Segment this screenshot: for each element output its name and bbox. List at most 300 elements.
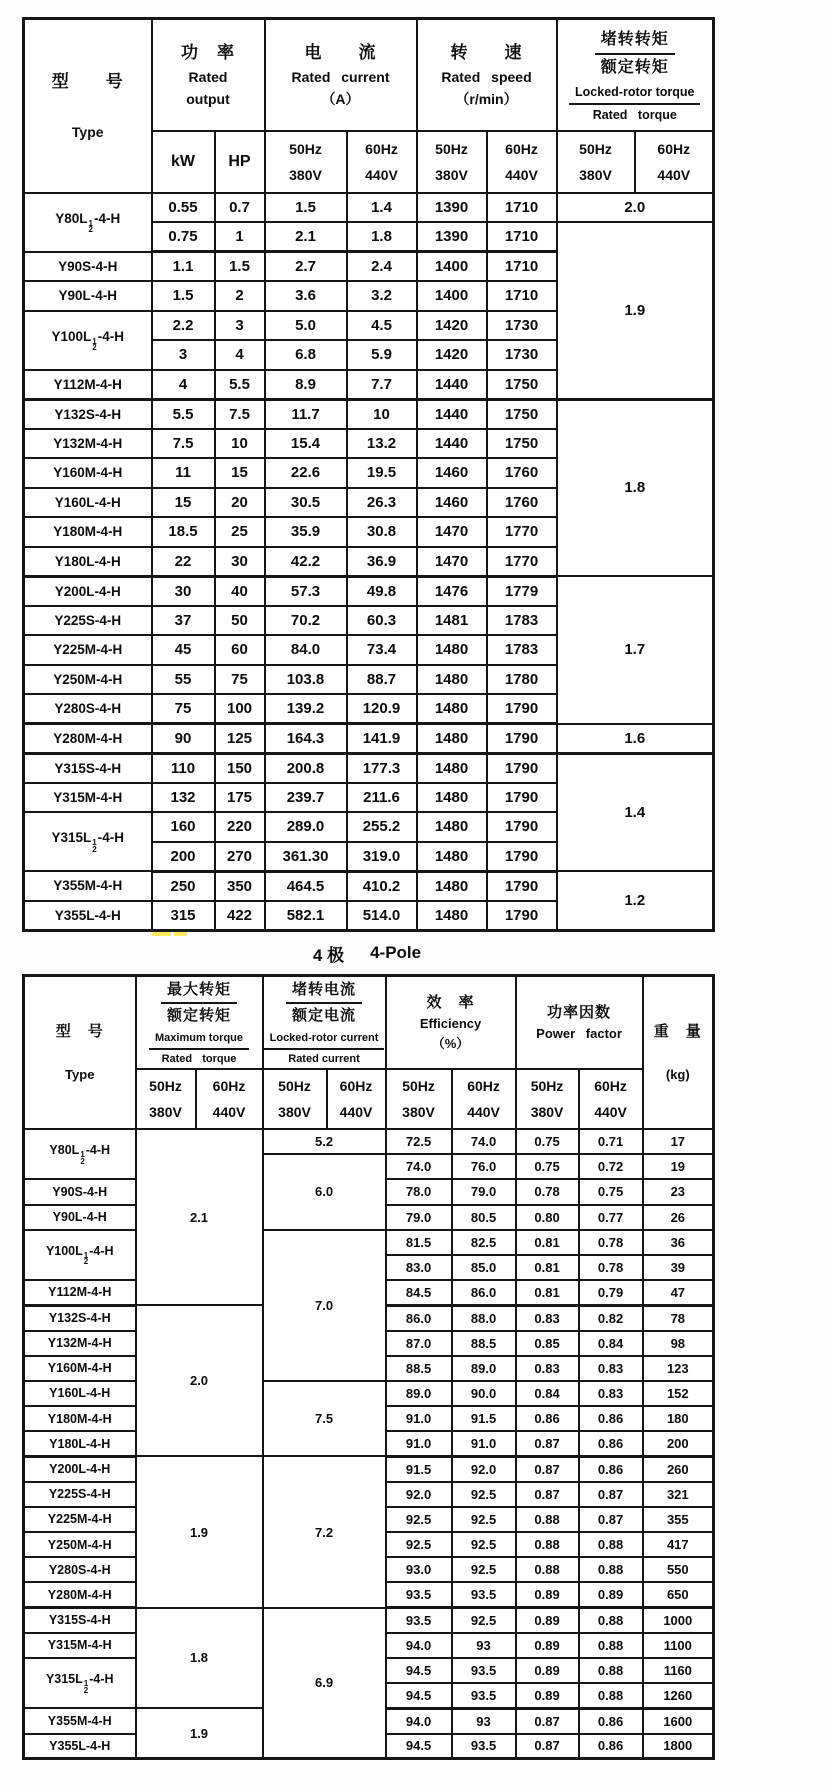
header-eff-60hz: 60Hz 440V <box>452 1069 516 1129</box>
value-cell: 1390 <box>417 193 487 223</box>
value-cell: 93.5 <box>452 1734 516 1759</box>
highlight-artifact <box>152 932 171 936</box>
motor-type-cell: Y355L-4-H <box>24 901 152 931</box>
value-cell: 0.87 <box>516 1708 579 1733</box>
value-cell: 40 <box>215 576 265 606</box>
header-current-60hz: 60Hz 440V <box>327 1069 386 1129</box>
value-cell: 1.5 <box>265 193 347 223</box>
value-cell: 150 <box>215 753 265 783</box>
pf-label-zh: 功率因数 <box>547 1003 612 1021</box>
motor-type-cell: Y280M-4-H <box>24 724 152 754</box>
max-torque-ratio-cell: 1.8 <box>136 1608 263 1709</box>
value-cell: 1260 <box>643 1683 714 1708</box>
value-cell: 0.87 <box>579 1507 643 1532</box>
current-label-en: Rated current <box>291 68 390 85</box>
value-cell: 1790 <box>487 694 557 724</box>
header-rated-speed <box>417 19 557 131</box>
value-cell: 88.7 <box>347 665 417 695</box>
motor-type-cell: Y80L 1 2 -4-H <box>24 1129 136 1179</box>
header-hp: HP <box>215 131 265 193</box>
value-cell: 139.2 <box>265 694 347 724</box>
value-cell: 36.9 <box>347 547 417 577</box>
header-efficiency <box>386 976 516 1070</box>
value-cell: 0.75 <box>516 1154 579 1179</box>
value-cell: 22 <box>152 547 215 577</box>
torque-ratio-en: Locked-rotor torque Rated torque <box>558 83 713 125</box>
value-cell: 103.8 <box>265 665 347 695</box>
value-cell: 1480 <box>417 901 487 931</box>
header-current-50hz: 50Hz 380V <box>263 1069 327 1129</box>
value-cell: 1480 <box>417 871 487 901</box>
value-cell: 0.87 <box>516 1456 579 1481</box>
value-cell: 0.88 <box>579 1633 643 1658</box>
power-label-en2: output <box>186 90 230 107</box>
current-label-zh: 电 流 <box>304 42 377 62</box>
value-cell: 132 <box>152 783 215 813</box>
value-cell: 93.5 <box>452 1582 516 1607</box>
torque-ratio-cell: 1.7 <box>557 576 714 724</box>
motor-type-cell: Y355L-4-H <box>24 1734 136 1759</box>
value-cell: 2 <box>215 281 265 311</box>
value-cell: 100 <box>215 694 265 724</box>
value-cell: 1480 <box>417 812 487 842</box>
value-cell: 1710 <box>487 281 557 311</box>
value-cell: 0.83 <box>516 1305 579 1330</box>
value-cell: 0.79 <box>579 1280 643 1305</box>
value-cell: 1481 <box>417 606 487 636</box>
motor-type-cell: Y90S-4-H <box>24 252 152 282</box>
value-cell: 1480 <box>417 635 487 665</box>
value-cell: 1470 <box>417 517 487 547</box>
value-cell: 86.0 <box>452 1280 516 1305</box>
value-cell: 200 <box>643 1431 714 1456</box>
value-cell: 0.81 <box>516 1230 579 1255</box>
header-speed-60hz: 60Hz 440V <box>487 131 557 193</box>
value-cell: 1 <box>215 222 265 252</box>
value-cell: 55 <box>152 665 215 695</box>
value-cell: 650 <box>643 1582 714 1607</box>
locked-rotor-current-ratio-cell: 7.2 <box>263 1456 386 1607</box>
value-cell: 3.6 <box>265 281 347 311</box>
value-cell: 1710 <box>487 193 557 223</box>
value-cell: 0.89 <box>579 1582 643 1607</box>
value-cell: 10 <box>215 429 265 459</box>
value-cell: 92.0 <box>386 1482 452 1507</box>
value-cell: 17 <box>643 1129 714 1154</box>
motor-type-cell: Y280S-4-H <box>24 694 152 724</box>
highlight-artifact <box>174 932 187 936</box>
header-power-factor <box>516 976 643 1070</box>
motor-type-cell: Y250M-4-H <box>24 1532 136 1557</box>
value-cell: 30 <box>152 576 215 606</box>
value-cell: 91.0 <box>386 1431 452 1456</box>
header-weight <box>643 976 714 1130</box>
value-cell: 0.87 <box>516 1482 579 1507</box>
value-cell: 8.9 <box>265 370 347 400</box>
locked-rotor-current-ratio-cell: 5.2 <box>263 1129 386 1154</box>
motor-type-cell: Y250M-4-H <box>24 665 152 695</box>
motor-type-cell: Y315S-4-H <box>24 1608 136 1633</box>
value-cell: 0.83 <box>516 1356 579 1381</box>
value-cell: 79.0 <box>452 1179 516 1204</box>
value-cell: 75 <box>152 694 215 724</box>
value-cell: 0.82 <box>579 1305 643 1330</box>
value-cell: 76.0 <box>452 1154 516 1179</box>
value-cell: 89.0 <box>452 1356 516 1381</box>
frame-variant-fraction: 1 2 <box>80 1150 85 1166</box>
value-cell: 1790 <box>487 812 557 842</box>
value-cell: 18.5 <box>152 517 215 547</box>
value-cell: 5.5 <box>152 399 215 429</box>
value-cell: 0.81 <box>516 1280 579 1305</box>
motor-type-cell: Y90S-4-H <box>24 1179 136 1204</box>
value-cell: 91.5 <box>386 1456 452 1481</box>
value-cell: 4 <box>215 340 265 370</box>
value-cell: 1.8 <box>347 222 417 252</box>
value-cell: 93 <box>452 1633 516 1658</box>
value-cell: 47 <box>643 1280 714 1305</box>
table1-body <box>24 193 714 931</box>
value-cell: 4.5 <box>347 311 417 341</box>
value-cell: 211.6 <box>347 783 417 813</box>
value-cell: 13.2 <box>347 429 417 459</box>
value-cell: 3.2 <box>347 281 417 311</box>
value-cell: 0.85 <box>516 1331 579 1356</box>
maxtorque-ratio-zh: 最大转矩 额定转矩 <box>137 979 262 1027</box>
value-cell: 7.7 <box>347 370 417 400</box>
table-row <box>24 1456 714 1481</box>
value-cell: 1440 <box>417 429 487 459</box>
value-cell: 1476 <box>417 576 487 606</box>
value-cell: 1790 <box>487 753 557 783</box>
header-maximum-torque-ratio <box>136 976 263 1070</box>
value-cell: 92.5 <box>386 1507 452 1532</box>
value-cell: 1790 <box>487 901 557 931</box>
value-cell: 289.0 <box>265 812 347 842</box>
header-eff-50hz: 50Hz 380V <box>386 1069 452 1129</box>
value-cell: 110 <box>152 753 215 783</box>
value-cell: 321 <box>643 1482 714 1507</box>
value-cell: 1440 <box>417 370 487 400</box>
eff-unit: （%） <box>431 1035 470 1051</box>
value-cell: 93.5 <box>386 1608 452 1633</box>
value-cell: 78.0 <box>386 1179 452 1204</box>
table-row <box>24 1129 714 1154</box>
value-cell: 260 <box>643 1456 714 1481</box>
value-cell: 30.5 <box>265 488 347 518</box>
motor-type-cell: Y315S-4-H <box>24 753 152 783</box>
value-cell: 0.86 <box>579 1456 643 1481</box>
value-cell: 0.75 <box>516 1129 579 1154</box>
value-cell: 45 <box>152 635 215 665</box>
value-cell: 1780 <box>487 665 557 695</box>
value-cell: 550 <box>643 1557 714 1582</box>
table-row <box>24 724 714 754</box>
header-pf-50hz: 50Hz 380V <box>516 1069 579 1129</box>
value-cell: 0.55 <box>152 193 215 223</box>
value-cell: 0.77 <box>579 1205 643 1230</box>
value-cell: 93.5 <box>452 1683 516 1708</box>
value-cell: 1779 <box>487 576 557 606</box>
value-cell: 1730 <box>487 340 557 370</box>
frame-variant-fraction: 1 2 <box>88 218 93 234</box>
value-cell: 70.2 <box>265 606 347 636</box>
value-cell: 0.87 <box>516 1734 579 1759</box>
value-cell: 26 <box>643 1205 714 1230</box>
value-cell: 200.8 <box>265 753 347 783</box>
frame-variant-fraction: 1 2 <box>83 1679 89 1695</box>
motor-type-cell: Y315M-4-H <box>24 1633 136 1658</box>
value-cell: 1760 <box>487 488 557 518</box>
value-cell: 49.8 <box>347 576 417 606</box>
motor-type-cell: Y280S-4-H <box>24 1557 136 1582</box>
value-cell: 87.0 <box>386 1331 452 1356</box>
max-torque-ratio-cell: 2.1 <box>136 1129 263 1305</box>
value-cell: 0.88 <box>579 1557 643 1582</box>
value-cell: 0.71 <box>579 1129 643 1154</box>
type-label-en: Type <box>71 123 104 140</box>
value-cell: 20 <box>215 488 265 518</box>
header-locked-rotor-torque-ratio <box>557 19 714 131</box>
value-cell: 1750 <box>487 399 557 429</box>
value-cell: 0.86 <box>579 1734 643 1759</box>
maxtorque-ratio-en: Maximum torque Rated torque <box>137 1030 262 1068</box>
value-cell: 0.88 <box>516 1507 579 1532</box>
value-cell: 0.86 <box>516 1406 579 1431</box>
value-cell: 270 <box>215 842 265 872</box>
motor-type-cell: Y225S-4-H <box>24 606 152 636</box>
value-cell: 177.3 <box>347 753 417 783</box>
value-cell: 5.0 <box>265 311 347 341</box>
motor-type-cell: Y90L-4-H <box>24 1205 136 1230</box>
value-cell: 74.0 <box>386 1154 452 1179</box>
current-ratio-en: Locked-rotor current Rated current <box>264 1030 385 1068</box>
value-cell: 1710 <box>487 252 557 282</box>
value-cell: 0.88 <box>579 1683 643 1708</box>
value-cell: 1790 <box>487 871 557 901</box>
value-cell: 73.4 <box>347 635 417 665</box>
motor-type-cell: Y100L 1 2 -4-H <box>24 1230 136 1280</box>
speed-label-en: Rated speed <box>441 68 532 85</box>
header-rated-output <box>152 19 265 131</box>
value-cell: 72.5 <box>386 1129 452 1154</box>
value-cell: 0.88 <box>579 1658 643 1683</box>
motor-type-cell: Y200L-4-H <box>24 576 152 606</box>
value-cell: 92.5 <box>452 1557 516 1582</box>
table-row <box>24 871 714 901</box>
value-cell: 39 <box>643 1255 714 1280</box>
header-type <box>24 976 136 1130</box>
value-cell: 80.5 <box>452 1205 516 1230</box>
value-cell: 255.2 <box>347 812 417 842</box>
table-row <box>24 576 714 606</box>
value-cell: 0.86 <box>579 1708 643 1733</box>
value-cell: 0.89 <box>516 1608 579 1633</box>
value-cell: 92.5 <box>452 1608 516 1633</box>
locked-rotor-current-ratio-cell: 7.0 <box>263 1230 386 1381</box>
motor-type-cell: Y90L-4-H <box>24 281 152 311</box>
value-cell: 1460 <box>417 458 487 488</box>
value-cell: 1100 <box>643 1633 714 1658</box>
motor-type-cell: Y132S-4-H <box>24 399 152 429</box>
current-unit: （A） <box>321 90 360 107</box>
value-cell: 5.9 <box>347 340 417 370</box>
speed-unit: （r/min） <box>455 90 518 107</box>
value-cell: 57.3 <box>265 576 347 606</box>
value-cell: 15 <box>215 458 265 488</box>
value-cell: 19.5 <box>347 458 417 488</box>
value-cell: 0.88 <box>516 1532 579 1557</box>
motor-type-cell: Y315M-4-H <box>24 783 152 813</box>
torque-ratio-cell: 1.4 <box>557 753 714 871</box>
power-label-en1: Rated <box>188 68 228 85</box>
header-maxtorque-50hz: 50Hz 380V <box>136 1069 196 1129</box>
value-cell: 83.0 <box>386 1255 452 1280</box>
value-cell: 78 <box>643 1305 714 1330</box>
value-cell: 2.4 <box>347 252 417 282</box>
value-cell: 180 <box>643 1406 714 1431</box>
value-cell: 92.0 <box>452 1456 516 1481</box>
header-torque-60hz: 60Hz 440V <box>635 131 714 193</box>
value-cell: 1730 <box>487 311 557 341</box>
value-cell: 88.5 <box>452 1331 516 1356</box>
motor-type-cell: Y160L-4-H <box>24 1381 136 1406</box>
frame-variant-fraction: 1 2 <box>92 838 97 854</box>
value-cell: 0.78 <box>579 1230 643 1255</box>
motor-type-cell: Y225S-4-H <box>24 1482 136 1507</box>
value-cell: 1420 <box>417 340 487 370</box>
value-cell: 0.89 <box>516 1582 579 1607</box>
value-cell: 200 <box>152 842 215 872</box>
value-cell: 91.0 <box>452 1431 516 1456</box>
value-cell: 86.0 <box>386 1305 452 1330</box>
value-cell: 1600 <box>643 1708 714 1733</box>
value-cell: 93 <box>452 1708 516 1733</box>
header-torque-50hz: 50Hz 380V <box>557 131 635 193</box>
value-cell: 84.5 <box>386 1280 452 1305</box>
header-current-50hz: 50Hz 380V <box>265 131 347 193</box>
value-cell: 0.86 <box>579 1406 643 1431</box>
motor-spec-table-bottom <box>22 974 715 1760</box>
value-cell: 94.5 <box>386 1734 452 1759</box>
motor-type-cell: Y280M-4-H <box>24 1582 136 1607</box>
header-pf-60hz: 60Hz 440V <box>579 1069 643 1129</box>
motor-type-cell: Y180L-4-H <box>24 547 152 577</box>
value-cell: 1.5 <box>215 252 265 282</box>
value-cell: 94.0 <box>386 1708 452 1733</box>
header-kw: kW <box>152 131 215 193</box>
value-cell: 94.0 <box>386 1633 452 1658</box>
value-cell: 7.5 <box>152 429 215 459</box>
value-cell: 81.5 <box>386 1230 452 1255</box>
value-cell: 0.89 <box>516 1683 579 1708</box>
value-cell: 1390 <box>417 222 487 252</box>
value-cell: 1480 <box>417 783 487 813</box>
value-cell: 514.0 <box>347 901 417 931</box>
eff-label-zh: 效 率 <box>426 993 475 1011</box>
value-cell: 2.1 <box>265 222 347 252</box>
value-cell: 11.7 <box>265 399 347 429</box>
value-cell: 1480 <box>417 842 487 872</box>
value-cell: 90.0 <box>452 1381 516 1406</box>
value-cell: 0.75 <box>579 1179 643 1204</box>
header-locked-rotor-current-ratio <box>263 976 386 1070</box>
value-cell: 1790 <box>487 783 557 813</box>
value-cell: 36 <box>643 1230 714 1255</box>
header-type <box>24 19 152 193</box>
frame-variant-fraction: 1 2 <box>92 336 97 352</box>
value-cell: 92.5 <box>452 1532 516 1557</box>
value-cell: 1480 <box>417 665 487 695</box>
value-cell: 0.80 <box>516 1205 579 1230</box>
value-cell: 93.0 <box>386 1557 452 1582</box>
header-maxtorque-60hz: 60Hz 440V <box>196 1069 263 1129</box>
locked-rotor-current-ratio-cell: 6.0 <box>263 1154 386 1230</box>
value-cell: 88.0 <box>452 1305 516 1330</box>
motor-type-cell: Y160M-4-H <box>24 1356 136 1381</box>
torque-ratio-cell: 1.2 <box>557 871 714 930</box>
motor-type-cell: Y112M-4-H <box>24 370 152 400</box>
value-cell: 91.0 <box>386 1406 452 1431</box>
value-cell: 89.0 <box>386 1381 452 1406</box>
value-cell: 37 <box>152 606 215 636</box>
value-cell: 84.0 <box>265 635 347 665</box>
value-cell: 0.78 <box>579 1255 643 1280</box>
value-cell: 315 <box>152 901 215 931</box>
value-cell: 355 <box>643 1507 714 1532</box>
motor-type-cell: Y180M-4-H <box>24 517 152 547</box>
value-cell: 88.5 <box>386 1356 452 1381</box>
value-cell: 1800 <box>643 1734 714 1759</box>
value-cell: 1783 <box>487 635 557 665</box>
value-cell: 6.8 <box>265 340 347 370</box>
value-cell: 1.4 <box>347 193 417 223</box>
value-cell: 92.5 <box>386 1532 452 1557</box>
value-cell: 1.5 <box>152 281 215 311</box>
value-cell: 0.89 <box>516 1633 579 1658</box>
value-cell: 250 <box>152 871 215 901</box>
locked-rotor-current-ratio-cell: 6.9 <box>263 1608 386 1759</box>
value-cell: 7.5 <box>215 399 265 429</box>
pf-label-en: Power factor <box>536 1025 622 1041</box>
value-cell: 91.5 <box>452 1406 516 1431</box>
value-cell: 93.5 <box>452 1658 516 1683</box>
value-cell: 60.3 <box>347 606 417 636</box>
motor-type-cell: Y132M-4-H <box>24 1331 136 1356</box>
power-label-zh: 功 率 <box>181 42 235 62</box>
value-cell: 94.5 <box>386 1683 452 1708</box>
value-cell: 141.9 <box>347 724 417 754</box>
value-cell: 2.2 <box>152 311 215 341</box>
table-row <box>24 193 714 223</box>
value-cell: 10 <box>347 399 417 429</box>
value-cell: 82.5 <box>452 1230 516 1255</box>
value-cell: 23 <box>643 1179 714 1204</box>
value-cell: 3 <box>215 311 265 341</box>
value-cell: 1400 <box>417 252 487 282</box>
value-cell: 1750 <box>487 429 557 459</box>
motor-type-cell: Y200L-4-H <box>24 1456 136 1481</box>
value-cell: 1470 <box>417 547 487 577</box>
torque-ratio-cell: 1.8 <box>557 399 714 576</box>
value-cell: 0.89 <box>516 1658 579 1683</box>
header-rated-current <box>265 19 417 131</box>
value-cell: 464.5 <box>265 871 347 901</box>
value-cell: 1783 <box>487 606 557 636</box>
header-row-groups <box>24 19 714 131</box>
torque-ratio-zh: 堵转转矩 额定转矩 <box>558 28 713 80</box>
value-cell: 98 <box>643 1331 714 1356</box>
